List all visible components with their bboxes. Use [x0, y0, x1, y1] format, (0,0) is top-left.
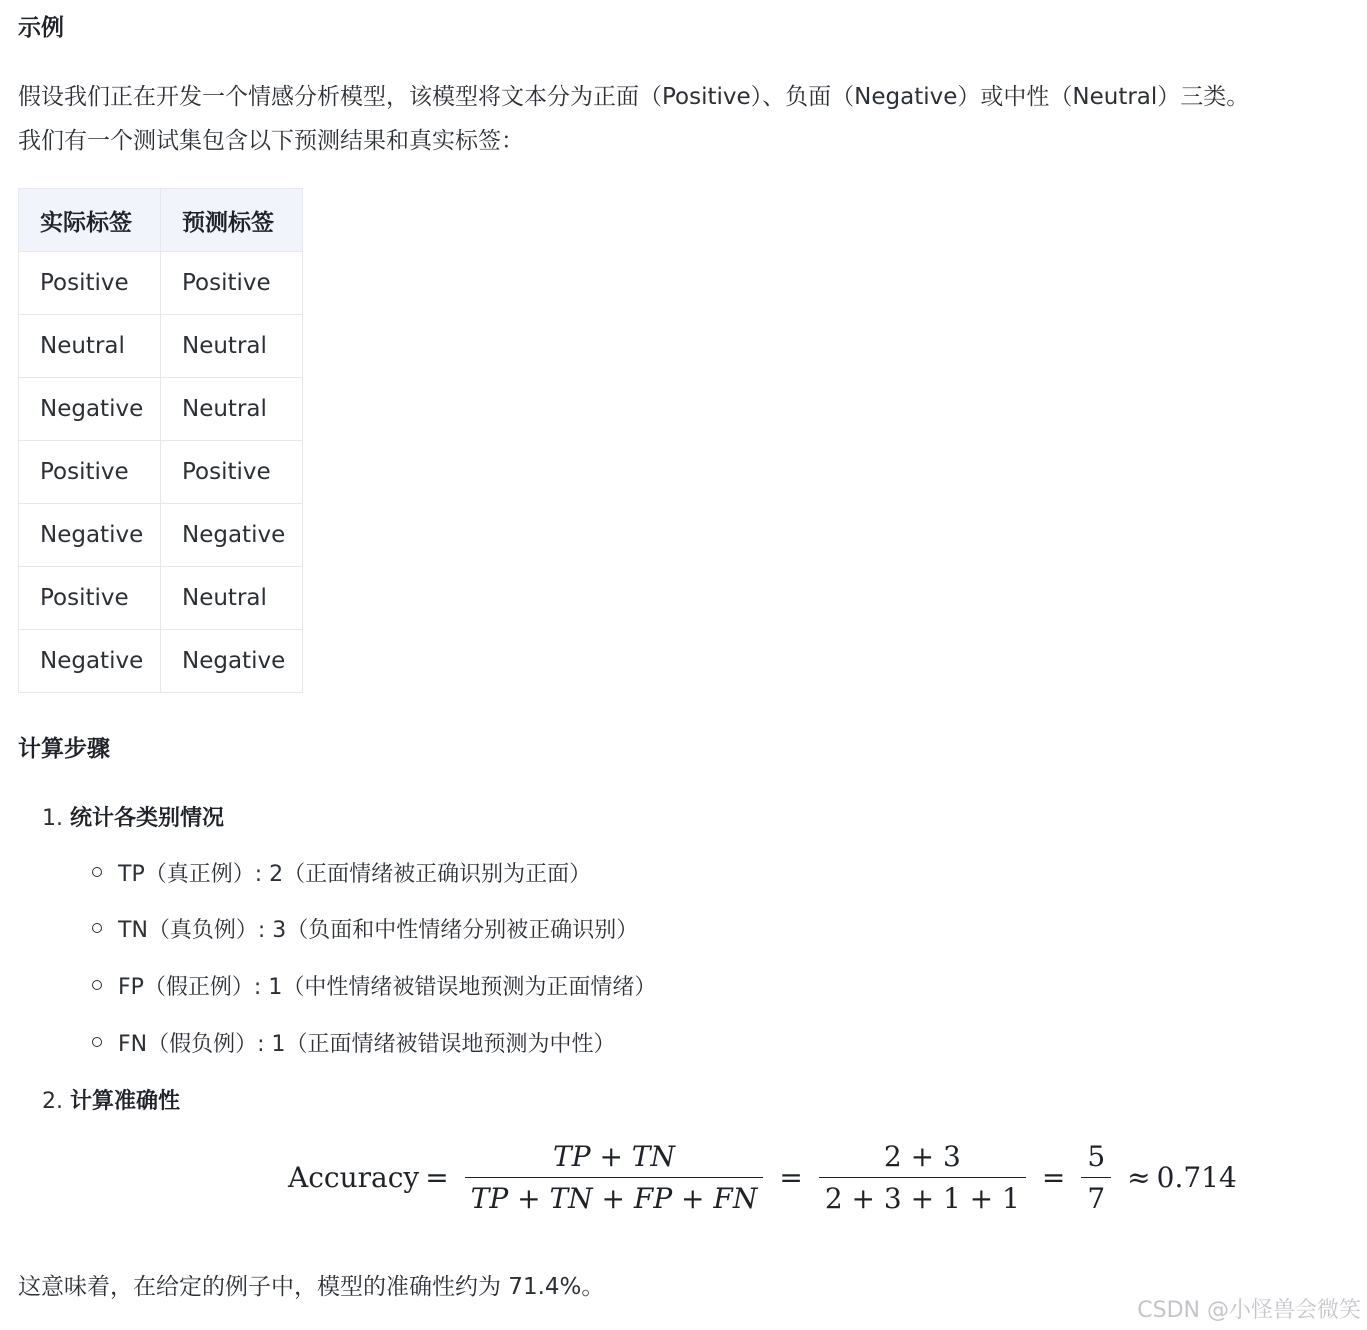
fraction-simplified — [1081, 1140, 1111, 1215]
table-row — [19, 504, 303, 567]
predicted-cell: Neutral — [161, 567, 303, 630]
bullet-circle-icon — [92, 923, 102, 933]
formula-equals: = — [779, 1161, 803, 1194]
label-table — [18, 188, 303, 693]
intro-line-2: 我们有一个测试集包含以下预测结果和真实标签： — [18, 128, 524, 154]
section-heading: 示例 — [18, 15, 64, 41]
list-item — [92, 920, 638, 942]
formula-equals: = — [1041, 1161, 1066, 1194]
step-label: 计算准确性 — [70, 1089, 181, 1114]
intro-line-1: 假设我们正在开发一个情感分析模型，该模型将文本分为正面（Positive）、负面（Negative）或中性（Neutral）三类。 — [18, 84, 1250, 110]
table-row — [19, 252, 303, 315]
formula-equals: = — [425, 1161, 449, 1194]
formula-result: 0.714 — [1156, 1161, 1237, 1194]
list-item — [92, 1034, 616, 1056]
formula-lhs: Accuracy — [288, 1161, 420, 1194]
actual-cell: Positive — [19, 567, 161, 630]
fraction-numerator: TP + TN — [553, 1140, 675, 1173]
table-row — [19, 567, 303, 630]
header-actual-label: 实际标签 — [19, 189, 161, 252]
step-1 — [42, 808, 224, 830]
formula-approx: ≈ — [1127, 1161, 1151, 1194]
actual-cell: Negative — [19, 378, 161, 441]
table-row — [19, 630, 303, 693]
fraction-denominator: 7 — [1081, 1177, 1111, 1215]
actual-cell: Positive — [19, 252, 161, 315]
fraction-numeric — [819, 1140, 1026, 1215]
list-item — [92, 977, 656, 999]
step-2 — [42, 1091, 180, 1113]
bullet-text: TP（真正例）: 2（正面情绪被正确识别为正面） — [118, 862, 592, 887]
bullet-circle-icon — [92, 867, 102, 877]
table-row — [19, 441, 303, 504]
accuracy-formula — [288, 1140, 1237, 1215]
bullet-text: TN（真负例）: 3（负面和中性情绪分别被正确识别） — [118, 918, 639, 943]
actual-cell: Negative — [19, 504, 161, 567]
fraction-numerator: 5 — [1087, 1140, 1106, 1173]
predicted-cell: Neutral — [161, 378, 303, 441]
actual-cell: Positive — [19, 441, 161, 504]
bullet-text: FN（假负例）: 1（正面情绪被错误地预测为中性） — [118, 1032, 616, 1057]
bullet-circle-icon — [92, 1037, 102, 1047]
table-header-row — [19, 189, 303, 252]
actual-cell: Negative — [19, 630, 161, 693]
fraction-denominator: 2 + 3 + 1 + 1 — [819, 1177, 1026, 1215]
conclusion-text: 这意味着，在给定的例子中，模型的准确性约为 71.4%。 — [18, 1274, 605, 1300]
steps-heading: 计算步骤 — [18, 736, 110, 762]
watermark: CSDN @小怪兽会微笑 — [1137, 1298, 1361, 1323]
bullet-circle-icon — [92, 980, 102, 990]
table-row — [19, 378, 303, 441]
step-number: 2. — [42, 1089, 63, 1114]
actual-cell: Neutral — [19, 315, 161, 378]
fraction-numerator: 2 + 3 — [883, 1140, 961, 1173]
predicted-cell: Positive — [161, 252, 303, 315]
fraction-symbolic — [465, 1140, 764, 1215]
step-number: 1. — [42, 806, 63, 831]
step-label: 统计各类别情况 — [70, 806, 225, 831]
header-predicted-label: 预测标签 — [161, 189, 303, 252]
list-item — [92, 864, 591, 886]
bullet-text: FP（假正例）: 1（中性情绪被错误地预测为正面情绪） — [118, 975, 657, 1000]
table-row — [19, 315, 303, 378]
predicted-cell: Positive — [161, 441, 303, 504]
predicted-cell: Negative — [161, 630, 303, 693]
predicted-cell: Negative — [161, 504, 303, 567]
predicted-cell: Neutral — [161, 315, 303, 378]
fraction-denominator: TP + TN + FP + FN — [465, 1177, 764, 1215]
